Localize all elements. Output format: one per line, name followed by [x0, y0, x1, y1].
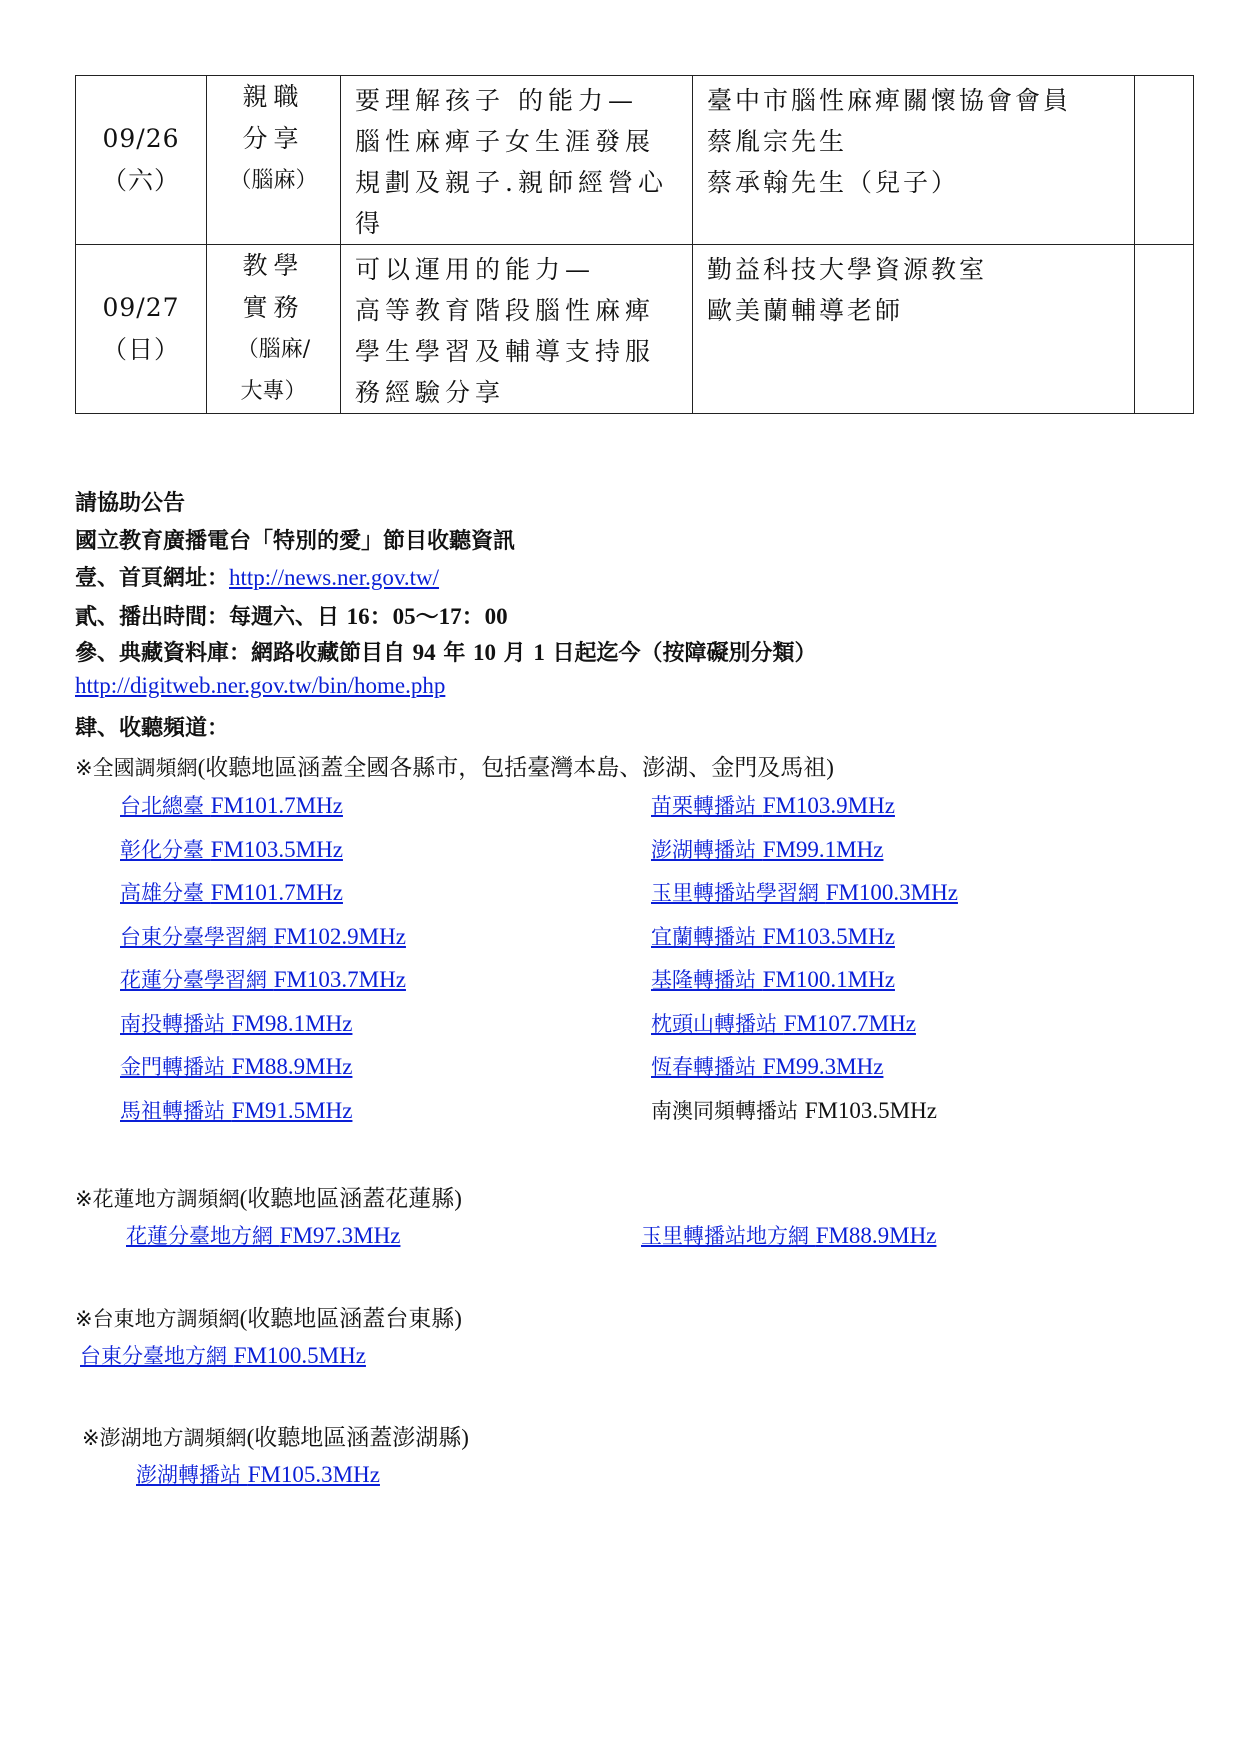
station-name: 台東分臺學習網 — [120, 924, 274, 949]
table-row — [76, 76, 1194, 245]
speaker-line: 蔡胤宗先生 — [707, 127, 848, 156]
station-link[interactable]: 花蓮分臺地方網 FM97.3MHz — [126, 1223, 401, 1248]
speaker-line: 歐美蘭輔導老師 — [707, 296, 904, 325]
station-frequency: FM101.7MHz — [210, 880, 343, 905]
station-frequency: FM99.1MHz — [762, 836, 884, 862]
category-line: 分享 — [242, 124, 305, 153]
topic-line: 學生學習及輔導支持服 — [355, 337, 656, 366]
station-link[interactable] — [651, 1008, 916, 1038]
archive-line — [75, 636, 817, 667]
topic-line: 務經驗分享 — [355, 378, 506, 407]
station-frequency: FM91.5MHz — [231, 1097, 353, 1123]
station-frequency: FM103.7MHz — [273, 967, 406, 992]
station-name: 恆春轉播站 — [651, 1055, 763, 1079]
station-name: 金門轉播站 — [120, 1055, 232, 1079]
station-link[interactable] — [120, 964, 406, 994]
station-name: 彰化分臺 — [120, 837, 211, 862]
homepage-link[interactable]: http://news.ner.gov.tw/ — [229, 565, 439, 590]
station-link[interactable] — [120, 834, 343, 864]
archive-day: 1 — [533, 640, 545, 665]
penghu-network-note — [82, 1419, 469, 1452]
station-link[interactable] — [651, 964, 895, 994]
archive-link[interactable]: http://digitweb.ner.gov.tw/bin/home.php — [75, 673, 446, 698]
speaker-line: 勤益科技大學資源教室 — [707, 255, 988, 284]
station-frequency: FM98.1MHz — [231, 1010, 353, 1036]
network-coverage: (收聽地區涵蓋澎湖縣) — [246, 1425, 469, 1450]
topic-line: 要理解孩子 的能力— — [355, 86, 638, 115]
broadcast-time-label: 貳、播出時間：每週六、日 — [75, 605, 347, 630]
station-name: 基隆轉播站 — [651, 968, 763, 992]
station-link[interactable] — [651, 921, 895, 951]
broadcast-time-line — [75, 598, 508, 631]
topic-line: 得 — [355, 209, 386, 238]
station-frequency: FM99.3MHz — [762, 1054, 884, 1079]
station-frequency: FM103.5MHz — [762, 923, 895, 949]
network-coverage: (收聽地區涵蓋全國各縣市，包括臺灣本島、澎湖、金門及馬祖) — [197, 755, 834, 780]
empty-cell — [1135, 245, 1194, 414]
station-name: 花蓮分臺學習網 — [120, 968, 274, 992]
station-name: 南澳同頻轉播站 — [651, 1098, 805, 1123]
station-link[interactable] — [651, 790, 895, 820]
network-title: ※台東地方調頻網 — [75, 1307, 240, 1331]
archive-month: 10 — [473, 640, 496, 665]
station-name: 玉里轉播站學習網 — [651, 881, 826, 905]
station-link[interactable] — [120, 1051, 352, 1081]
network-title: ※全國調頻網 — [75, 756, 198, 780]
empty-cell — [1135, 76, 1194, 245]
station-frequency: FM100.3MHz — [825, 880, 958, 905]
station-link[interactable] — [120, 1095, 352, 1125]
topic-cell — [341, 245, 693, 414]
station-frequency: FM100.1MHz — [762, 967, 895, 992]
homepage-label: 壹、首頁網址： — [75, 566, 230, 591]
topic-line: 腦性麻痺子女生涯發展 — [355, 127, 656, 156]
network-title: ※澎湖地方調頻網 — [82, 1426, 247, 1450]
topic-cell — [341, 76, 693, 245]
schedule-table — [75, 75, 1194, 414]
channels-label: 肆、收聽頻道： — [75, 716, 230, 741]
category-note: （腦麻） — [229, 168, 318, 193]
weekday: （六） — [101, 166, 180, 195]
station-name: 澎湖轉播站 — [651, 837, 763, 862]
topic-line: 可以運用的能力— — [355, 255, 596, 284]
date-cell — [76, 76, 207, 245]
speaker-line: 臺中市腦性麻痺關懷協會會員 — [707, 86, 1072, 115]
archive-label: 參、典藏資料庫：網路收藏節目自 — [75, 641, 413, 666]
announcement-title: 國立教育廣播電台「特別的愛」節目收聽資訊 — [75, 529, 516, 554]
station-name: 枕頭山轉播站 — [651, 1011, 784, 1036]
station-frequency: FM103.5MHz — [804, 1097, 937, 1123]
national-network-note — [75, 749, 834, 782]
homepage-line — [75, 561, 439, 592]
station-link[interactable] — [120, 877, 343, 907]
station-name: 台北總臺 — [120, 794, 211, 818]
station-link[interactable] — [120, 1008, 352, 1038]
station-name: 宜蘭轉播站 — [651, 924, 763, 949]
station-frequency: FM103.9MHz — [762, 793, 895, 818]
station-link[interactable]: 澎湖轉播站 FM105.3MHz — [136, 1462, 380, 1487]
station-name: 馬祖轉播站 — [120, 1098, 232, 1123]
station-link — [651, 1095, 937, 1125]
station-link[interactable]: 玉里轉播站地方網 FM88.9MHz — [641, 1223, 937, 1248]
archive-text: 日起迄今（按障礙別分類） — [544, 641, 817, 666]
topic-line: 高等教育階段腦性麻痺 — [355, 296, 656, 325]
archive-text: 年 — [435, 641, 473, 666]
topic-line: 規劃及親子.親師經營心 — [355, 168, 668, 197]
station-name: 苗栗轉播站 — [651, 794, 763, 818]
station-link[interactable] — [651, 877, 958, 907]
station-frequency: FM103.5MHz — [210, 836, 343, 862]
broadcast-time: 16：05～17：00 — [346, 604, 508, 629]
category-note: （腦麻/ — [236, 337, 311, 362]
network-title: ※花蓮地方調頻網 — [75, 1187, 240, 1211]
hualien-network-note — [75, 1180, 462, 1213]
table-row — [76, 245, 1194, 414]
network-coverage: (收聽地區涵蓋花蓮縣) — [239, 1186, 462, 1211]
station-link[interactable]: 台東分臺地方網 FM100.5MHz — [80, 1343, 366, 1368]
station-link[interactable] — [120, 790, 343, 820]
station-name: 南投轉播站 — [120, 1011, 232, 1036]
weekday: （日） — [101, 335, 180, 364]
speaker-cell — [693, 76, 1135, 245]
speaker-cell — [693, 245, 1135, 414]
station-frequency: FM88.9MHz — [231, 1054, 353, 1079]
station-frequency: FM107.7MHz — [783, 1010, 916, 1036]
category-cell — [207, 76, 341, 245]
station-link[interactable] — [651, 1051, 883, 1081]
date-cell — [76, 245, 207, 414]
date: 09/27 — [102, 293, 180, 322]
network-coverage: (收聽地區涵蓋台東縣) — [239, 1306, 462, 1331]
station-link[interactable] — [651, 834, 883, 864]
speaker-line: 蔡承翰先生（兒子） — [707, 168, 960, 197]
archive-year: 94 — [412, 640, 436, 665]
station-frequency: FM102.9MHz — [273, 923, 406, 949]
station-link[interactable] — [120, 921, 406, 951]
date: 09/26 — [102, 124, 180, 153]
station-name: 高雄分臺 — [120, 881, 211, 905]
category-line: 實務 — [242, 293, 305, 322]
archive-text: 月 — [496, 641, 534, 666]
station-frequency: FM101.7MHz — [210, 793, 343, 818]
category-note: 大專） — [240, 379, 307, 404]
category-line: 親職 — [242, 82, 305, 111]
category-line: 教學 — [242, 251, 305, 280]
announcement-heading: 請協助公告 — [75, 491, 186, 516]
category-cell — [207, 245, 341, 414]
taitung-network-note — [75, 1300, 462, 1333]
